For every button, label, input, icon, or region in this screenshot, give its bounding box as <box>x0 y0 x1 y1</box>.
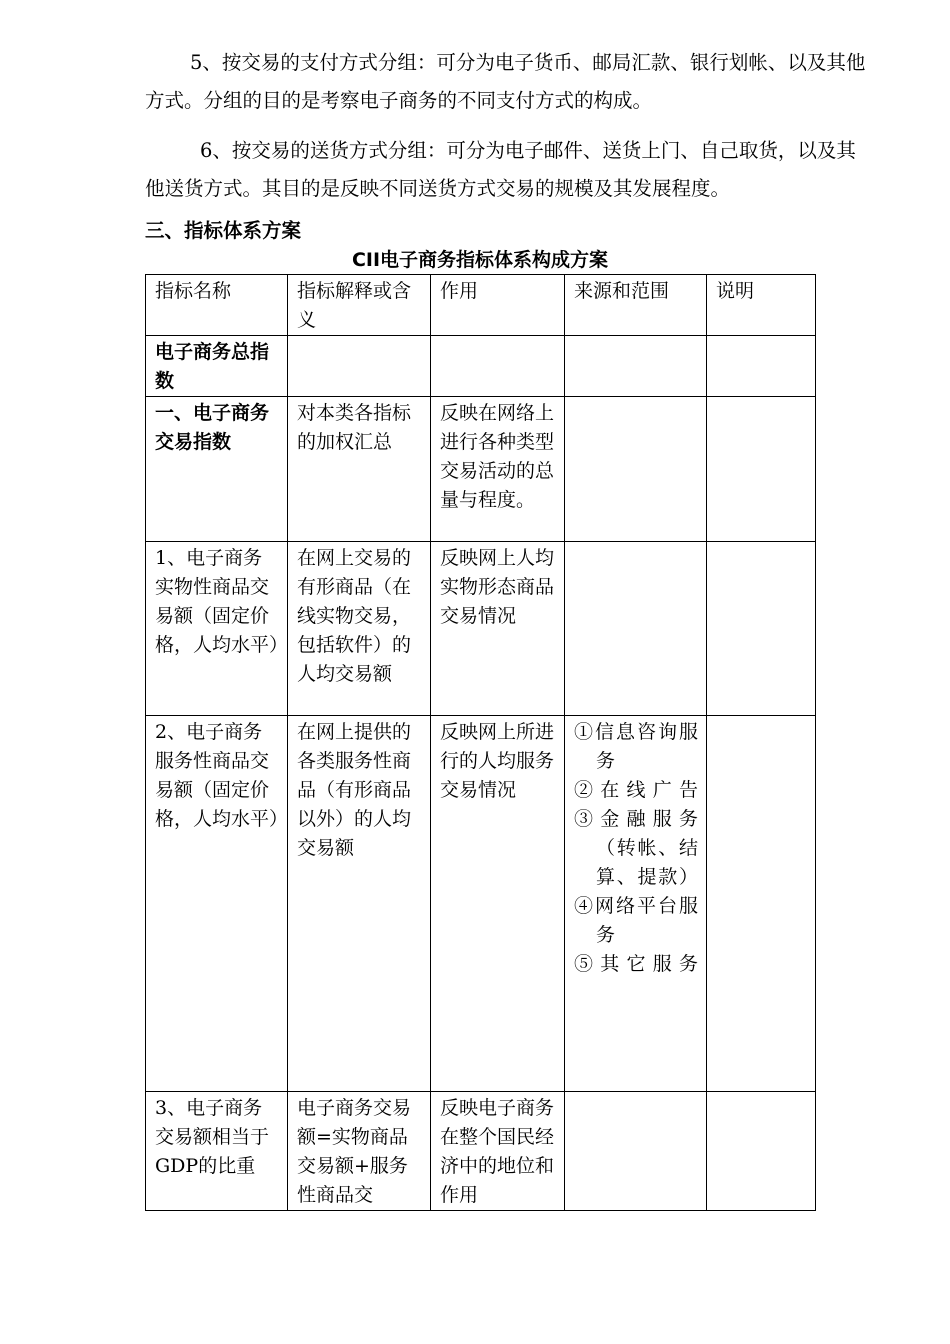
cell-meaning: 电子商务交易额=实物商品交易额+服务性商品交 <box>288 1092 431 1211</box>
cell-name: 电子商务总指数 <box>146 336 288 397</box>
cell-role: 反映网上人均实物形态商品交易情况 <box>431 542 565 716</box>
cell-source <box>565 397 707 542</box>
cell-source <box>565 542 707 716</box>
cell-meaning: 在网上提供的各类服务性商品（有形商品以外）的人均交易额 <box>288 716 431 1092</box>
cell-name: 一、电子商务交易指数 <box>146 397 288 542</box>
cell-name: 3、电子商务交易额相当于GDP的比重 <box>146 1092 288 1211</box>
header-name: 指标名称 <box>146 275 288 336</box>
cell-role: 反映在网络上进行各种类型交易活动的总量与程度。 <box>431 397 565 542</box>
paragraph-payment-grouping: 5、按交易的支付方式分组：可分为电子货币、邮局汇款、银行划帐、以及其他方式。分组的目的是考察电子商务的不同支付方式的构成。 <box>145 51 866 112</box>
source-item: ①信息咨询服务 <box>574 721 698 772</box>
table-row <box>146 716 816 1092</box>
cell-name: 1、电子商务实物性商品交易额（固定价格，人均水平） <box>146 542 288 716</box>
table-title: CII电子商务指标体系构成方案 <box>351 249 609 271</box>
cell-role: 反映网上所进行的人均服务交易情况 <box>431 716 565 1092</box>
cell-meaning: 对本类各指标的加权汇总 <box>288 397 431 542</box>
cell-source-list <box>565 716 707 1092</box>
header-source: 来源和范围 <box>565 275 707 336</box>
cell-meaning: 在网上交易的有形商品（在线实物交易，包括软件）的人均交易额 <box>288 542 431 716</box>
cell-note <box>707 716 816 1092</box>
cell-meaning <box>288 336 431 397</box>
cell-note <box>707 542 816 716</box>
cell-role <box>431 336 565 397</box>
header-role: 作用 <box>431 275 565 336</box>
cell-note <box>707 1092 816 1211</box>
cell-source <box>565 336 707 397</box>
header-meaning: 指标解释或含义 <box>288 275 431 336</box>
table-row <box>146 336 816 397</box>
paragraph-delivery-grouping: 6、按交易的送货方式分组：可分为电子邮件、送货上门、自己取货，以及其他送货方式。其目的是反映不同送货方式交易的规模及其发展程度。 <box>145 139 856 200</box>
table-row <box>146 397 816 542</box>
table-header-row <box>146 275 816 336</box>
cell-name: 2、电子商务服务性商品交易额（固定价格，人均水平） <box>146 716 288 1092</box>
source-item: ②在线广告 <box>574 779 698 801</box>
table-row <box>146 1092 816 1211</box>
cell-note <box>707 397 816 542</box>
cell-note <box>707 336 816 397</box>
source-item: ③金融服务（转帐、结算、提款） <box>574 808 698 888</box>
section-heading: 三、指标体系方案 <box>145 219 302 242</box>
cell-source <box>565 1092 707 1211</box>
cell-role: 反映电子商务在整个国民经济中的地位和作用 <box>431 1092 565 1211</box>
source-item: ④网络平台服务 <box>574 895 698 946</box>
indicator-table <box>145 274 816 1211</box>
source-item: ⑤其它服务 <box>574 953 698 975</box>
header-note: 说明 <box>707 275 816 336</box>
table-row <box>146 542 816 716</box>
